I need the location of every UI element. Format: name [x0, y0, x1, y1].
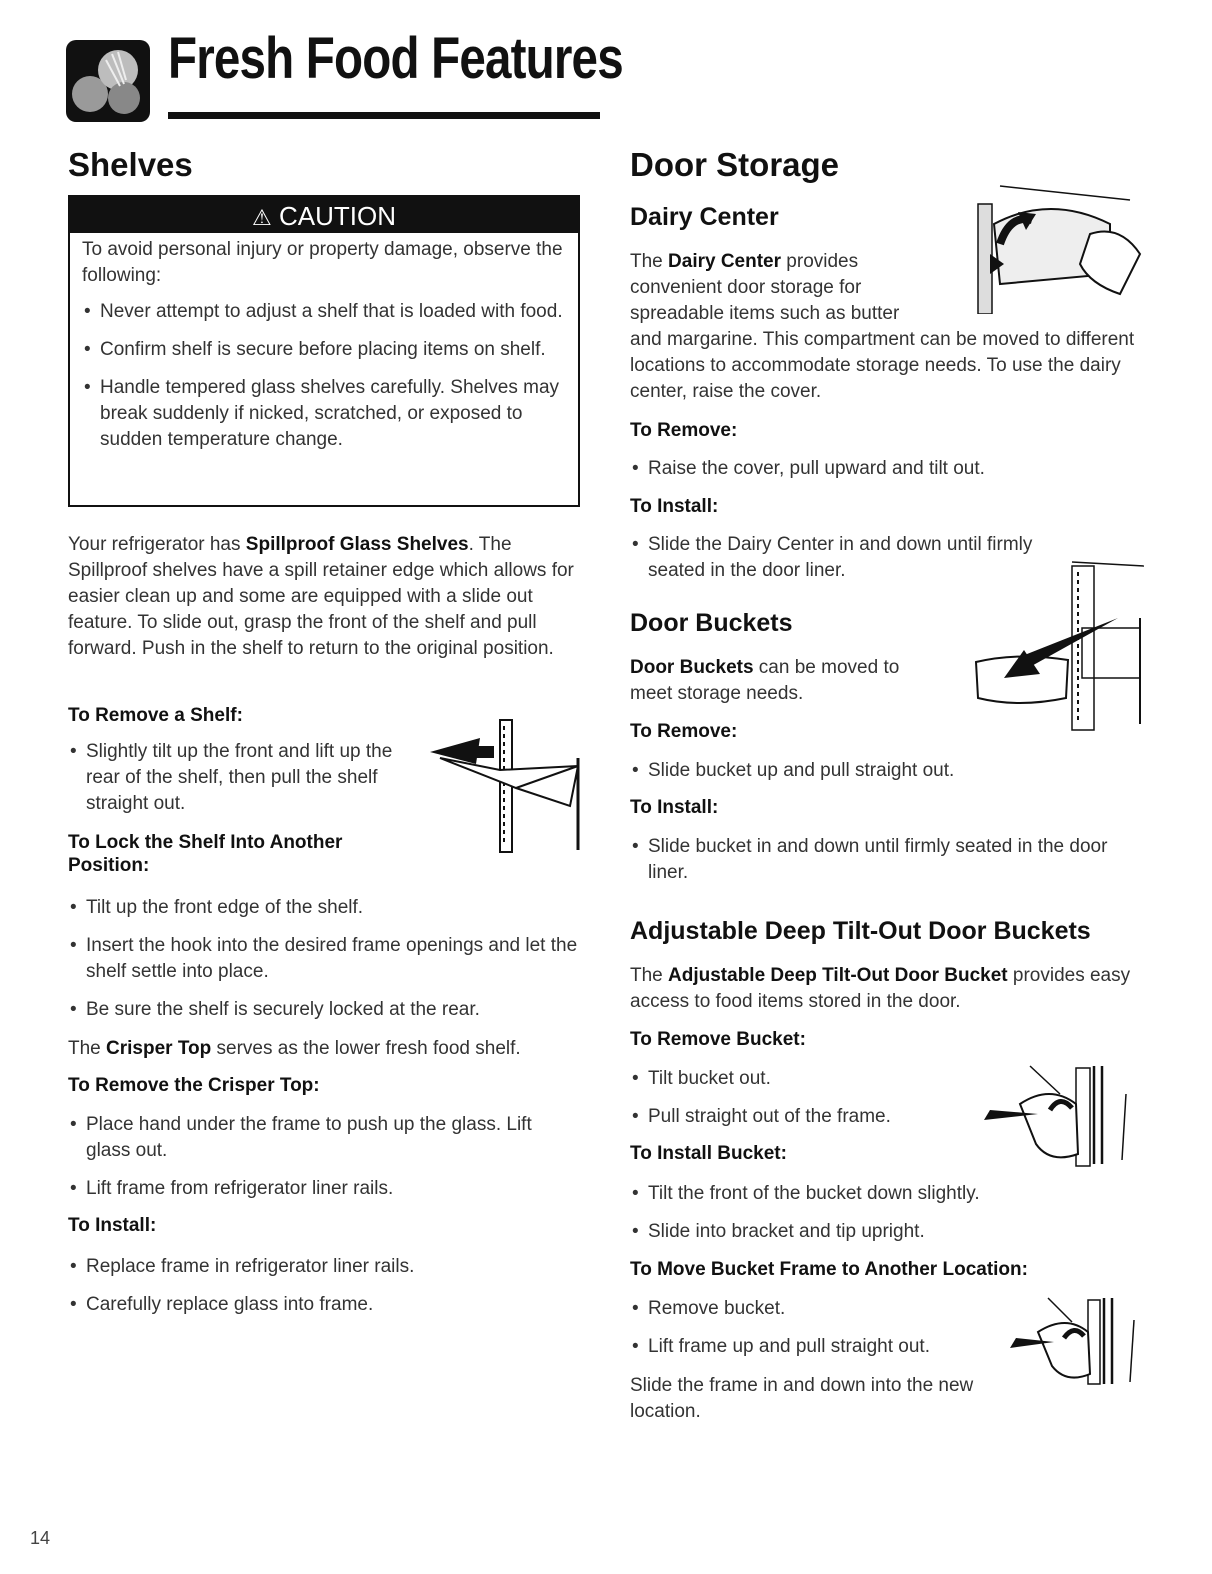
tilt-remove-list — [630, 1066, 970, 1142]
remove-crisper-list — [68, 1112, 580, 1214]
list-item: • Slide bucket in and down until firmly seated in the door liner. — [630, 834, 1140, 886]
dairy-line2: convenient door storage for — [630, 277, 862, 298]
list-item: • Slide the Dairy Center in and down until firmly seated in the door liner. — [630, 532, 1040, 584]
tilt-out-heading: Adjustable Deep Tilt-Out Door Buckets — [630, 917, 1091, 945]
list-item: • Tilt bucket out. — [630, 1066, 970, 1092]
list-item: • Slide into bracket and tip upright. — [630, 1219, 1150, 1245]
dairy-center-label: Dairy Center — [668, 251, 782, 272]
door-buckets-post: can be moved to meet storage needs. — [630, 657, 900, 704]
crisper-pre: The — [68, 1038, 107, 1059]
remove-shelf-list — [68, 739, 408, 829]
caution-item: • Never attempt to adjust a shelf that is loaded with food. — [82, 299, 572, 325]
shelves-intro — [68, 532, 580, 662]
move-frame-heading: To Move Bucket Frame to Another Location: — [630, 1259, 1028, 1280]
door-storage-heading: Door Storage — [630, 146, 840, 183]
door-buckets-intro — [630, 655, 940, 707]
buckets-remove-heading: To Remove: — [630, 721, 738, 742]
door-bucket-illustration — [968, 558, 1148, 732]
tilt-out-label: Adjustable Deep Tilt-Out Door Bucket — [668, 965, 1008, 986]
caution-banner — [70, 197, 578, 233]
door-buckets-heading: Door Buckets — [630, 609, 793, 637]
install-crisper-heading: To Install: — [68, 1215, 157, 1236]
dairy-center-heading: Dairy Center — [630, 203, 779, 231]
dairy-line1: provides — [781, 251, 859, 272]
tilt-install-list — [630, 1181, 1150, 1257]
remove-crisper-heading: To Remove the Crisper Top: — [68, 1075, 320, 1096]
caution-label: CAUTION — [278, 201, 396, 231]
list-item: • Place hand under the frame to push up the glass. Lift glass out. — [68, 1112, 580, 1164]
dairy-center-rest: and margarine. This compartment can be moved to different locations to accommodate storage needs. To use the dairy center, raise the cover. — [630, 329, 1135, 402]
list-item: • Slide bucket up and pull straight out. — [630, 758, 1150, 784]
warning-triangle-icon: ⚠ — [252, 205, 272, 230]
list-item: • Remove bucket. — [630, 1296, 990, 1322]
tilt-post: provides easy access to food items stored in the door. — [630, 965, 1131, 1012]
list-item: • Tilt the front of the bucket down slightly. — [630, 1181, 1150, 1207]
shelves-heading: Shelves — [68, 146, 193, 183]
caution-item: • Confirm shelf is secure before placing items on shelf. — [82, 337, 572, 363]
crisper-text — [68, 1036, 580, 1062]
dairy-install-heading: To Install: — [630, 496, 719, 517]
caution-list — [82, 299, 572, 453]
lock-shelf-list — [68, 895, 580, 1035]
move-frame-illustration — [1008, 1296, 1138, 1388]
shelves-intro-text: Your refrigerator has — [68, 534, 246, 555]
list-item: • Be sure the shelf is securely locked at the rear. — [68, 997, 580, 1023]
list-item: • Pull straight out of the frame. — [630, 1104, 970, 1130]
buckets-install-heading: To Install: — [630, 797, 719, 818]
buckets-remove-list — [630, 758, 1150, 796]
tilt-remove-heading: To Remove Bucket: — [630, 1029, 806, 1050]
caution-intro: To avoid personal injury or property damage, observe the following: — [82, 239, 563, 286]
shelf-removal-illustration — [420, 718, 586, 858]
move-frame-closing: Slide the frame in and down into the new location. — [630, 1375, 974, 1422]
buckets-install-list — [630, 834, 1140, 898]
caution-item: • Handle tempered glass shelves carefully. Shelves may break suddenly if nicked, scratched, or exposed to sudden temperature change. — [82, 375, 572, 453]
install-crisper-list — [68, 1254, 580, 1330]
tilt-pre: The — [630, 965, 669, 986]
door-buckets-label: Door Buckets — [630, 657, 754, 678]
crisper-top-label: Crisper Top — [106, 1038, 212, 1059]
tilt-bucket-illustration — [980, 1064, 1130, 1168]
dairy-center-illustration — [970, 184, 1150, 314]
list-item: • Raise the cover, pull upward and tilt out. — [630, 456, 1150, 482]
remove-shelf-heading: To Remove a Shelf: — [68, 705, 243, 726]
list-item: • Lift frame up and pull straight out. — [630, 1334, 990, 1360]
caution-box — [68, 195, 580, 507]
list-item: • Tilt up the front edge of the shelf. — [68, 895, 580, 921]
tilt-out-intro — [630, 963, 1155, 1015]
list-item: • Lift frame from refrigerator liner rails. — [68, 1176, 580, 1202]
title-underline — [168, 112, 600, 119]
crisper-post: serves as the lower fresh food shelf. — [211, 1038, 521, 1059]
shelves-intro-rest: . The Spillproof shelves have a spill retainer edge which allows for easier clean up and some are equipped with a slide out feature. To slide out, grasp the front of the shelf and pull forward. Push in the shelf to return to the original position. — [68, 534, 574, 659]
list-item: • Replace frame in refrigerator liner rails. — [68, 1254, 580, 1280]
dairy-remove-heading: To Remove: — [630, 420, 738, 441]
dairy-remove-list — [630, 456, 1150, 494]
list-item: • Slightly tilt up the front and lift up the rear of the shelf, then pull the shelf straight out. — [68, 739, 408, 817]
page-number: 14 — [30, 1528, 51, 1548]
spillproof-label: Spillproof Glass Shelves — [245, 534, 469, 555]
dairy-line3: spreadable items such as butter — [630, 303, 900, 324]
page-title: Fresh Food Features — [168, 26, 623, 91]
fresh-food-icon — [66, 40, 150, 122]
move-frame-list — [630, 1296, 990, 1372]
dairy-pre: The — [630, 251, 669, 272]
list-item: • Carefully replace glass into frame. — [68, 1292, 580, 1318]
lock-shelf-heading: To Lock the Shelf Into Another Position: — [68, 832, 343, 876]
list-item: • Insert the hook into the desired frame openings and let the shelf settle into place. — [68, 933, 580, 985]
dairy-center-intro — [630, 249, 960, 327]
tilt-install-heading: To Install Bucket: — [630, 1143, 787, 1164]
